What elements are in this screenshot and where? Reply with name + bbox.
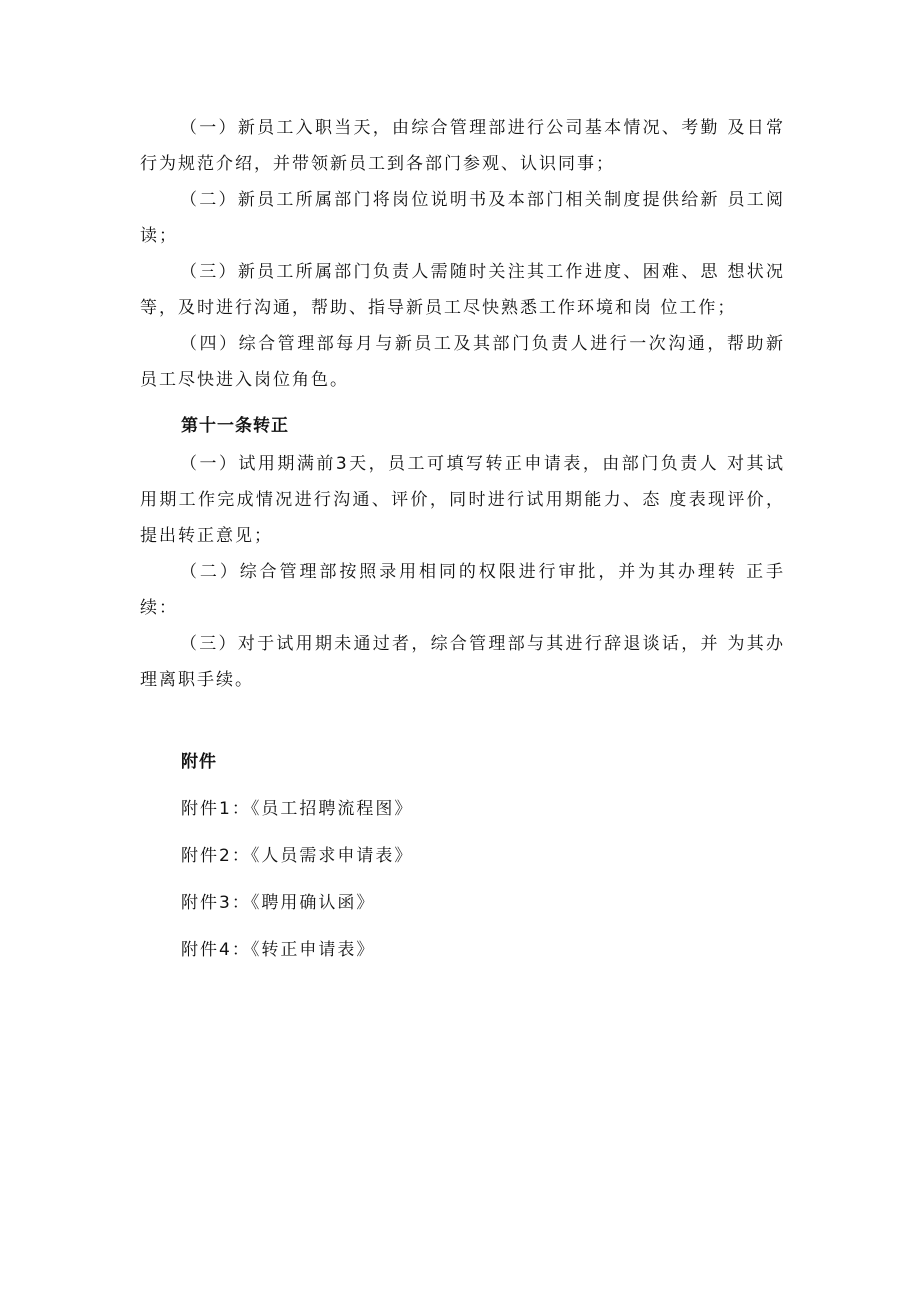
section11-item-3: （三）对于试用期未通过者，综合管理部与其进行辞退谈话，并 为其办理离职手续。: [140, 634, 785, 690]
attachment-item-4: 附件4：《转正申请表》: [181, 940, 376, 960]
attachments-title: 附件: [181, 752, 217, 772]
section10-item-4: （四）综合管理部每月与新员工及其部门负责人进行一次沟通，帮助新员工尽快进入岗位角色。: [140, 334, 785, 390]
attachment-item-1: 附件1：《员工招聘流程图》: [181, 799, 414, 819]
section10-item-3: （三）新员工所属部门负责人需随时关注其工作进度、困难、思 想状况等，及时进行沟通，帮助、指导新员工尽快熟悉工作环境和岗 位工作；: [140, 262, 785, 318]
section10-item-1: （一）新员工入职当天，由综合管理部进行公司基本情况、考勤 及日常行为规范介绍，并带领新员工到各部门参观、认识同事；: [140, 118, 785, 174]
attachment-item-3: 附件3：《聘用确认函》: [181, 893, 376, 913]
section11-title: 第十一条转正: [181, 416, 289, 436]
section10-item-2: （二）新员工所属部门将岗位说明书及本部门相关制度提供给新 员工阅读；: [140, 190, 785, 246]
section11-item-2: （二）综合管理部按照录用相同的权限进行审批，并为其办理转 正手续：: [140, 562, 785, 618]
section11-item-1: （一）试用期满前3天，员工可填写转正申请表，由部门负责人 对其试用期工作完成情况进行沟通、评价，同时进行试用期能力、态 度表现评价，提出转正意见；: [140, 454, 785, 546]
attachment-item-2: 附件2：《人员需求申请表》: [181, 846, 414, 866]
